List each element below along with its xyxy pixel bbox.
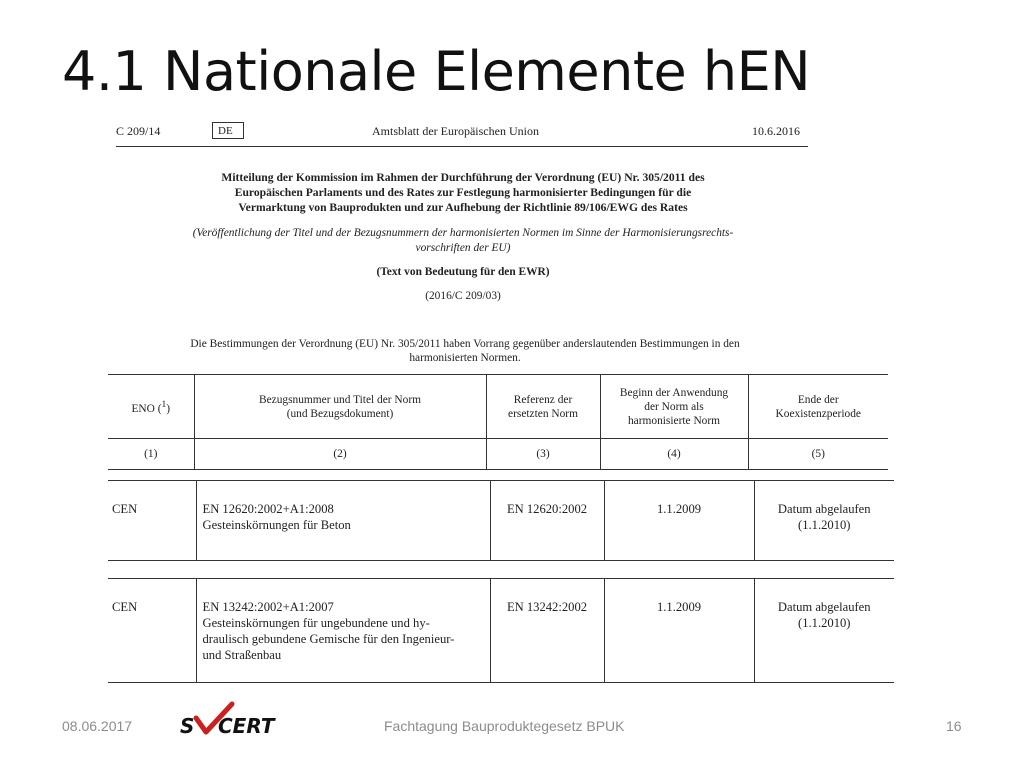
header-rule: [116, 146, 808, 147]
doc-page-ref: C 209/14: [116, 124, 161, 138]
col-start-header: Beginn der Anwendung der Norm als harmonisierte Norm: [600, 375, 748, 439]
col-eno-header: ENO ($^1$): [108, 375, 194, 439]
notice-title: Mitteilung der Kommission im Rahmen der Durchführung der Verordnung (EU) Nr. 305/2011 des Europäischen Parlaments und des Rates zur Festlegung harmonisierter Bedingungen für die Vermarktung von Bauprodukten und zur Aufhebung der Richtlinie 89/106/EWG des Rates: [221, 171, 705, 214]
svcert-logo: [180, 700, 275, 740]
provision-text: Die Bestimmungen der Verordnung (EU) Nr. 305/2011 haben Vorrang gegenüber anderslautenden Bestimmungen in den harmonisierten Normen.: [190, 338, 740, 364]
row-start-date: 1.1.2009: [604, 579, 754, 683]
col-number: (4): [600, 439, 748, 470]
col-number: (2): [194, 439, 486, 470]
logo-cert-text: CERT: [218, 714, 275, 738]
logo-letter-s: S: [180, 714, 195, 738]
footer-event: Fachtagung Bauproduktegesetz BPUK: [384, 718, 625, 734]
doc-journal-name: Amtsblatt der Europäischen Union: [372, 124, 539, 138]
row-replaced-standard: EN 13242:2002: [490, 579, 604, 683]
row-coexistence-end: Datum abgelaufen (1.1.2010): [754, 481, 894, 561]
col-replaced-header: Referenz der ersetzten Norm: [486, 375, 600, 439]
row-replaced-standard: EN 12620:2002: [490, 481, 604, 561]
doc-language-box: DE: [212, 122, 244, 139]
slide-title: 4.1 Nationale Elemente hEN: [62, 40, 811, 103]
table-row: [108, 578, 894, 683]
slide-number: 16: [946, 718, 962, 734]
row-standard: EN 13242:2002+A1:2007 Gesteinskörnungen für ungebundene und hy- draulisch gebundene Gemische für den Ingenieur- und Straßenbau: [196, 579, 490, 683]
eea-relevance: (Text von Bedeutung für den EWR): [376, 266, 550, 278]
row-eno: CEN: [112, 600, 138, 614]
col-number: (1): [144, 448, 158, 460]
row-coexistence-end: Datum abgelaufen (1.1.2010): [754, 579, 894, 683]
standards-table-header: [108, 374, 888, 470]
notice-reference: (2016/C 209/03): [425, 290, 501, 302]
col-end-header: Ende der Koexistenzperiode: [748, 375, 888, 439]
col-number: (5): [748, 439, 888, 470]
doc-date: 10.6.2016: [752, 124, 800, 138]
row-start-date: 1.1.2009: [604, 481, 754, 561]
table-row: [108, 480, 894, 561]
footnote-marker: 1: [161, 399, 167, 410]
col-reference-header: Bezugsnummer und Titel der Norm (und Bezugsdokument): [194, 375, 486, 439]
notice-subtitle: (Veröffentlichung der Titel und der Bezugsnummern der harmonisierten Normen im Sinne der Harmonisierungsrechts- vorschriften der EU): [192, 227, 734, 254]
col-number: (3): [486, 439, 600, 470]
row-eno: CEN: [112, 502, 138, 516]
footer-date: 08.06.2017: [62, 718, 133, 734]
row-standard: EN 12620:2002+A1:2008 Gesteinskörnungen für Beton: [196, 481, 490, 561]
